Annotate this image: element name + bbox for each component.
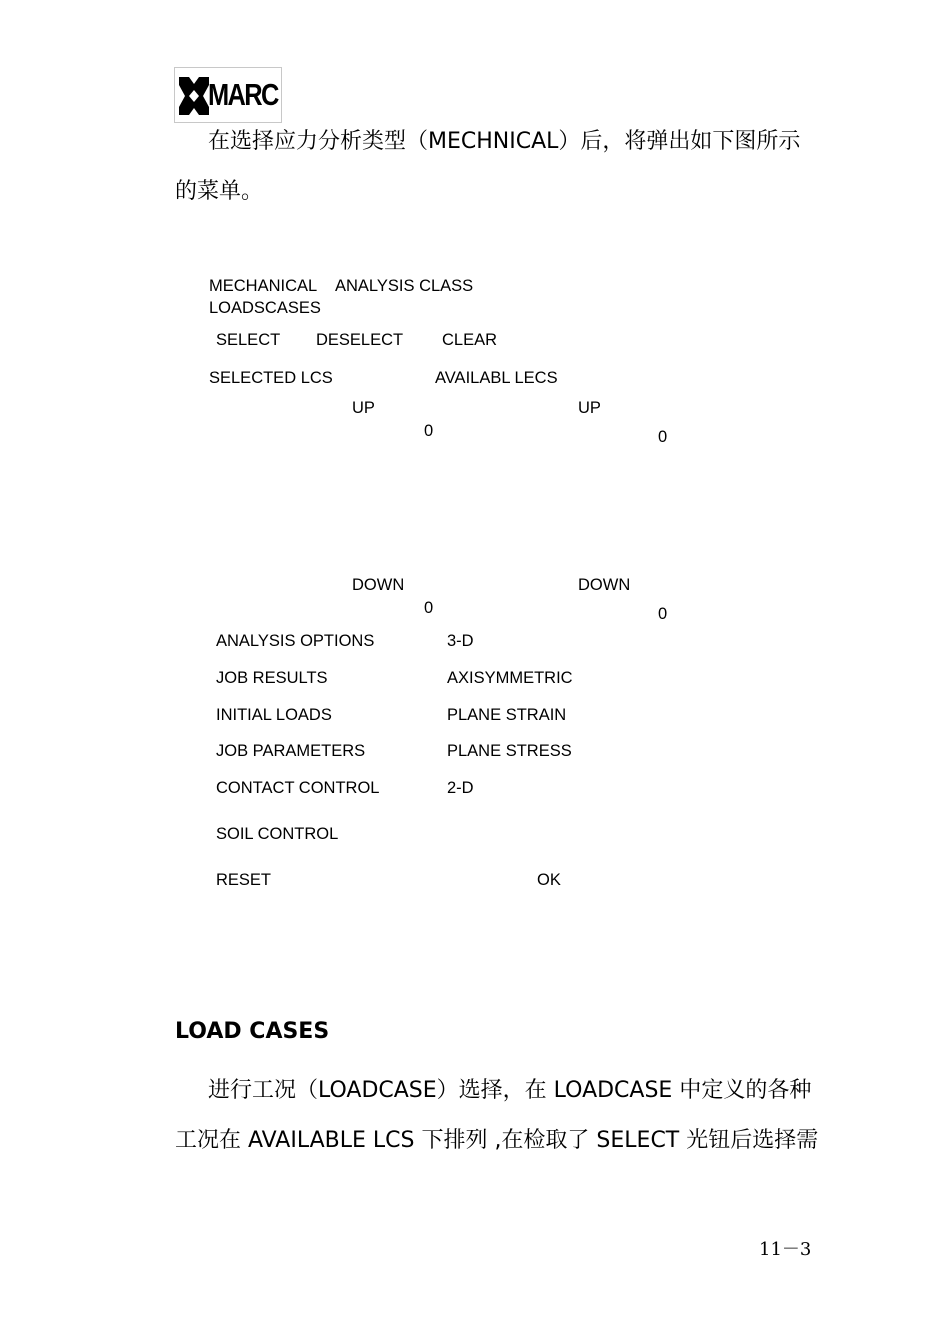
available-down-count: 0 [658, 605, 668, 623]
page-number: 11－3 [759, 1239, 812, 1260]
selected-down-button[interactable]: DOWN [352, 576, 405, 594]
reset-button[interactable]: RESET [216, 871, 272, 889]
analysis-type-plane-stress[interactable]: PLANE STRESS [447, 742, 572, 760]
job-results-button[interactable]: JOB RESULTS [216, 669, 328, 687]
available-down-button[interactable]: DOWN [578, 576, 631, 594]
logo-text: MARC [208, 77, 278, 112]
contact-control-button[interactable]: CONTACT CONTROL [216, 779, 380, 797]
available-up-count: 0 [658, 428, 668, 446]
dialog-title-mechanical: MECHANICAL [209, 277, 318, 295]
dialog-title-analysis-class: ANALYSIS CLASS [335, 277, 474, 295]
section-line-2: 工况在 AVAILABLE LCS 下排列 ,在检取了 SELECT 光钮后选择需 [175, 1128, 819, 1153]
marc-logo [174, 67, 282, 123]
soil-control-button[interactable]: SOIL CONTROL [216, 825, 339, 843]
selected-lcs-label: SELECTED LCS [209, 369, 333, 387]
initial-loads-button[interactable]: INITIAL LOADS [216, 706, 332, 724]
select-button[interactable]: SELECT [216, 331, 281, 349]
analysis-type-plane-strain[interactable]: PLANE STRAIN [447, 706, 567, 724]
loadcases-label: LOADSCASES [209, 299, 321, 317]
deselect-button[interactable]: DESELECT [316, 331, 404, 349]
section-heading: LOAD CASES [175, 1019, 330, 1044]
analysis-type-axisymmetric[interactable]: AXISYMMETRIC [447, 669, 573, 687]
section-line-1: 进行工况（LOADCASE）选择，在 LOADCASE 中定义的各种 [208, 1078, 812, 1103]
analysis-options-button[interactable]: ANALYSIS OPTIONS [216, 632, 375, 650]
intro-line-1: 在选择应力分析类型（MECHNICAL）后，将弹出如下图所示 [208, 129, 801, 154]
available-lcs-label: AVAILABL LECS [435, 369, 558, 387]
analysis-type-3d[interactable]: 3-D [447, 632, 474, 650]
selected-up-count: 0 [424, 422, 434, 440]
clear-button[interactable]: CLEAR [442, 331, 498, 349]
marc-logo-icon [179, 77, 209, 115]
selected-down-count: 0 [424, 599, 434, 617]
selected-up-button[interactable]: UP [352, 399, 375, 417]
job-parameters-button[interactable]: JOB PARAMETERS [216, 742, 366, 760]
intro-line-2: 的菜单。 [175, 179, 264, 204]
available-up-button[interactable]: UP [578, 399, 601, 417]
ok-button[interactable]: OK [537, 871, 561, 889]
analysis-type-2d[interactable]: 2-D [447, 779, 474, 797]
